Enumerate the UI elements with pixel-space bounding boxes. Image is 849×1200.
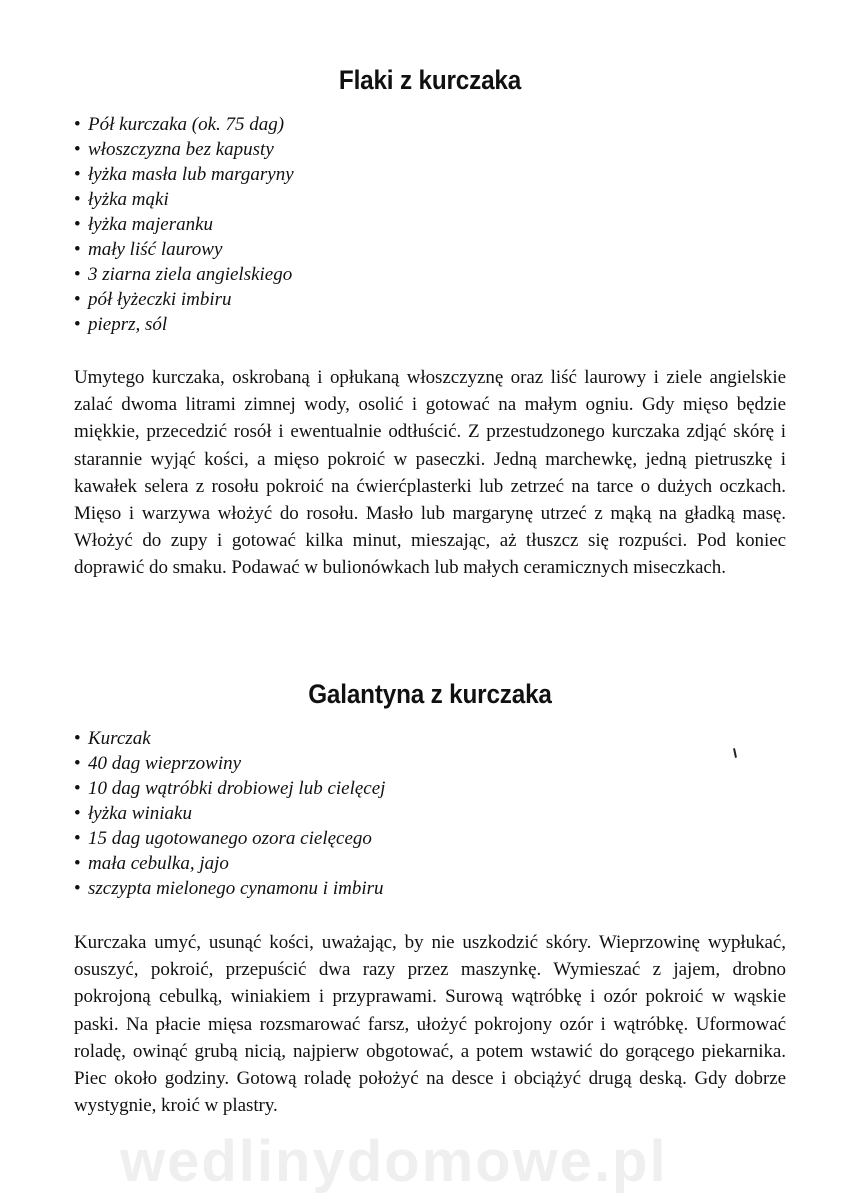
watermark: wedlinydomowe.pl [120,1129,668,1194]
ingredient-item: • łyżka masła lub margaryny [74,162,786,187]
ingredient-item: • łyżka winiaku [74,801,786,826]
ingredient-item: • 15 dag ugotowanego ozora cielęcego [74,826,786,851]
recipe-flaki [74,62,786,582]
ingredient-item: • Pół kurczaka (ok. 75 dag) [74,112,786,137]
ingredient-item: • pieprz, sól [74,312,786,337]
ingredient-item: • mały liść laurowy [74,237,786,262]
ingredient-list [74,112,786,337]
ingredient-list [74,726,786,901]
ingredient-item: • pół łyżeczki imbiru [74,287,786,312]
ingredient-item: • 40 dag wieprzowiny [74,751,786,776]
ingredient-item: • szczypta mielonego cynamonu i imbiru [74,876,786,901]
recipe-title: Galantyna z kurczaka [308,679,552,709]
ingredient-item: • łyżka majeranku [74,212,786,237]
recipe-method: Kurczaka umyć, usunąć kości, uważając, by nie uszkodzić skóry. Wieprzowinę wypłukać, osuszyć, pokroić, przepuścić dwa razy przez maszynkę. Wymieszać z jajem, drobno pokrojoną cebulką, winiakiem i przyprawami. Surową wątróbkę i ozór pokroić w wąskie paski. Na płacie mięsa rozsmarować farsz, ułożyć pokrojony ozór i wątróbkę. Uformować roladę, owinąć grubą nicią, najpierw obgotować, a potem wstawić do gorącego piekarnika. Piec około godziny. Gotową roladę położyć na desce i obciążyć drugą deską. Gdy dobrze wystygnie, kroić w plastry. [74,932,786,1117]
ingredient-item: • mała cebulka, jajo [74,851,786,876]
ingredient-item: • łyżka mąki [74,187,786,212]
recipe-galantyna [74,676,786,1119]
ingredient-item: • Kurczak [74,726,786,751]
ingredient-item: • 3 ziarna ziela angielskiego [74,262,786,287]
recipe-method: Umytego kurczaka, oskrobaną i opłukaną włoszczyznę oraz liść laurowy i ziele angielskie zalać dwoma litrami zimnej wody, osolić i gotować na małym ogniu. Gdy mięso będzie miękkie, przecedzić rosół i ewentualnie odtłuścić. Z przestudzonego kurczaka zdjąć skórę i starannie wyjąć kości, a mięso pokroić w paseczki. Jedną marchewkę, jedną pietruszkę i kawałek selera z rosołu pokroić na ćwierćplasterki lub zetrzeć na tarce o dużych oczkach. Mięso i warzywa włożyć do rosołu. Masło lub margarynę utrzeć z mąką na gładką masę. Włożyć do zupy i gotować kilka minut, mieszając, aż tłuszcz się rozpuści. Pod koniec doprawić do smaku. Podawać w bulionówkach lub małych ceramicznych miseczkach. [74,367,786,579]
ingredient-item: • włoszczyzna bez kapusty [74,137,786,162]
ingredient-item: • 10 dag wątróbki drobiowej lub cielęcej [74,776,786,801]
recipe-title: Flaki z kurczaka [338,65,522,95]
